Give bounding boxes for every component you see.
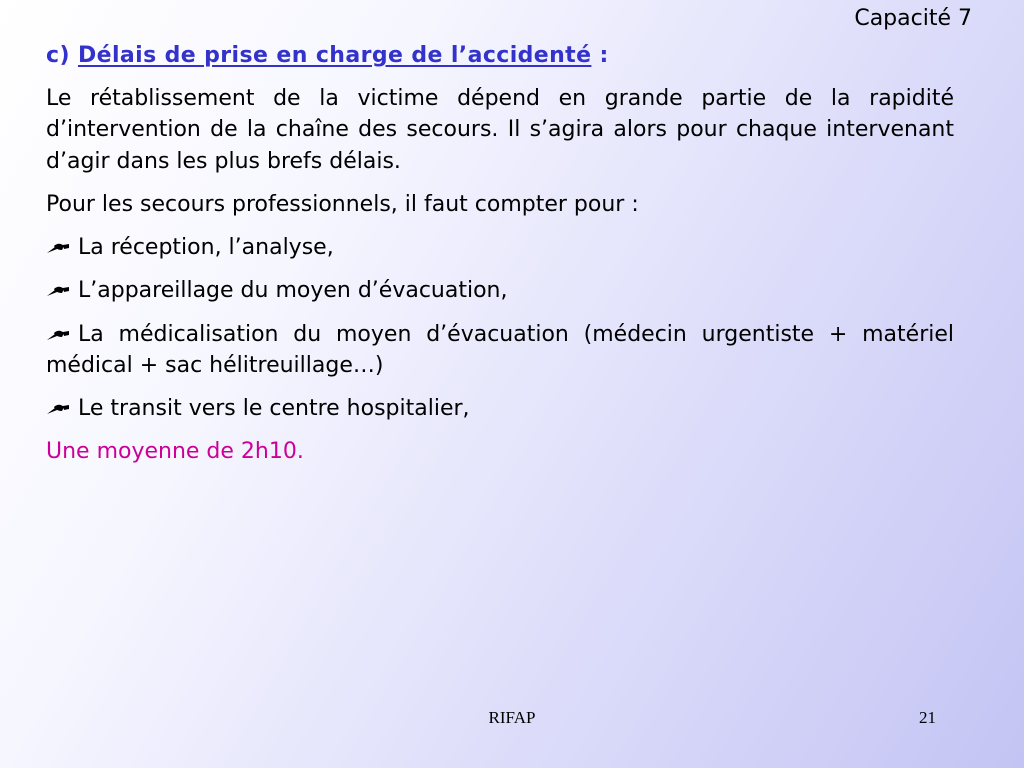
lead-paragraph: Pour les secours professionnels, il faut compter pour : bbox=[46, 191, 639, 217]
writing-hand-icon bbox=[46, 402, 70, 416]
writing-hand-icon bbox=[46, 328, 70, 342]
bullet-text: La médicalisation du moyen d’évacuation (médecin urgentiste + matériel médical + sac hélitreuillage…) bbox=[46, 321, 954, 378]
heading-title: Délais de prise en charge de l’accidenté bbox=[77, 43, 592, 68]
section-heading bbox=[46, 40, 954, 71]
bullet-text: Le transit vers le centre hospitalier, bbox=[78, 396, 470, 422]
slide-content bbox=[46, 40, 954, 480]
heading-prefix: c) bbox=[46, 43, 70, 68]
footer-label: RIFAP bbox=[488, 708, 536, 727]
bullet-text: L’appareillage du moyen d’évacuation, bbox=[78, 278, 508, 304]
heading-suffix: : bbox=[599, 43, 609, 68]
conclusion-text: Une moyenne de 2h10. bbox=[46, 439, 304, 465]
bullet-item bbox=[46, 319, 954, 381]
bullet-item bbox=[46, 393, 954, 424]
bullet-item bbox=[46, 275, 954, 306]
intro-paragraph: Le rétablissement de la victime dépend en grande partie de la rapidité d’intervention de la chaîne des secours. Il s’agira alors pour chaque intervenant d’agir dans les plus brefs délais. bbox=[46, 86, 954, 174]
writing-hand-icon bbox=[46, 241, 70, 255]
corner-label: Capacité 7 bbox=[854, 6, 972, 31]
bullet-item bbox=[46, 232, 954, 263]
bullet-text: La réception, l’analyse, bbox=[78, 235, 334, 261]
page-number: 21 bbox=[919, 708, 936, 727]
writing-hand-icon bbox=[46, 284, 70, 298]
